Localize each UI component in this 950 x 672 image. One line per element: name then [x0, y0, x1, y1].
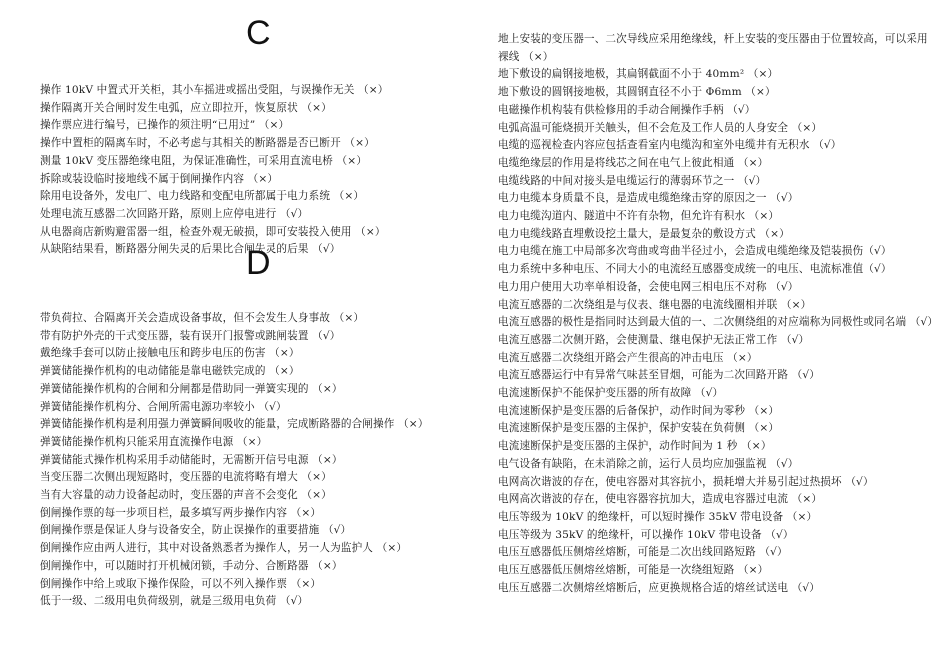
statement-line: 电压互感器二次侧熔丝熔断后，应更换规格合适的熔丝试送电 （√） [498, 581, 820, 594]
statement-line: 电压等级为 35kV 的绝缘杆，可以操作 10kV 带电设备 （√） [498, 528, 794, 541]
statement-line: 当变压器二次侧出现短路时，变压器的电流将略有增大 （×） [40, 471, 332, 484]
statement-line: 测量 10kV 变压器绝缘电阻，为保证准确性，可采用直流电桥 （×） [40, 154, 368, 167]
statement-line: 倒闸操作中，可以随时打开机械闭锁，手动分、合断路器 （×） [40, 559, 343, 572]
statement-line: 电流速断保护是变压器的后备保护，动作时间为零秒 （×） [498, 404, 780, 417]
statement-line: 电力系统中多种电压、不同大小的电流经互感器变成统一的电压、电流标准值（√） [498, 263, 892, 276]
statement-line: 电力用户使用大功率单相设备，会使电网三相电压不对称 （√） [498, 280, 799, 293]
statement-line: 地下敷设的圆钢接地极，其圆钢直径不小于 Φ6mm （×） [498, 86, 776, 99]
statement-line: 电压等级为 10kV 的绝缘杆，可以短时操作 35kV 带电设备 （×） [498, 510, 818, 523]
left-column-c-section [40, 82, 480, 259]
statement-line: 处理电流互感器二次回路开路，原则上应停电进行 （√） [40, 207, 309, 220]
statement-line: 弹簧储能操作机构的合闸和分闸都是借助同一弹簧实现的 （×） [40, 382, 343, 395]
statement-line: 电流速断保护不能保护变压器的所有故障 （√） [498, 387, 724, 400]
statement-line: 电力电缆在施工中局部多次弯曲或弯曲半径过小，会造成电缆绝缘及铠装损伤（√） [498, 245, 892, 258]
statement-line: 电网高次谐波的存在，使电容器对其容抗小，损耗增大并易引起过热损坏 （√） [498, 475, 874, 488]
statement-line: 电缆的巡视检查内容应包括查看室内电缆沟和室外电缆井有无积水 （√） [498, 139, 842, 152]
statement-line: 戴绝缘手套可以防止接触电压和跨步电压的伤害 （×） [40, 347, 300, 360]
statement-line: 操作中置柜的隔离车时，不必考虑与其相关的断路器是否已断开 （×） [40, 137, 375, 150]
section-heading-c: C [246, 14, 271, 52]
statement-line: 电气设备有缺陷，在未消除之前，运行人员均应加强监视 （√） [498, 457, 799, 470]
statement-line: 从电器商店新购避雷器一组，检查外观无破损，即可安装投入使用 （×） [40, 225, 386, 238]
right-column [498, 31, 938, 598]
statement-line: 带有防护外壳的干式变压器，装有误开门报警或跳闸装置 （√） [40, 329, 341, 342]
statement-line: 电流互感器的二次绕组是与仪表、继电器的电流线圈相并联 （×） [498, 298, 812, 311]
statement-line: 倒闸操作中给上或取下操作保险，可以不列入操作票 （×） [40, 577, 322, 590]
statement-line: 电力电缆沟道内、隧道中不许有杂物，但允许有积水 （×） [498, 210, 780, 223]
statement-line: 电压互感器低压侧熔丝熔断，可能是二次出线回路短路 （√） [498, 546, 788, 559]
statement-line: 电弧高温可能烧损开关触头，但不会危及工作人员的人身安全 （×） [498, 121, 823, 134]
statement-line: 电流互感器运行中有异常气味甚至冒烟，可能为二次回路开路 （√） [498, 369, 820, 382]
statement-line: 弹簧储能操作机构只能采用直流操作电源 （×） [40, 435, 268, 448]
left-column-d-section [40, 310, 480, 611]
statement-line: 拆除或装设临时接地线不属于倒闸操作内容 （×） [40, 172, 279, 185]
statement-line: 电力电缆本身质量不良，是造成电缆绝缘击穿的原因之一 （√） [498, 192, 799, 205]
statement-line: 电压互感器低压侧熔丝熔断，可能是一次绕组短路 （×） [498, 564, 769, 577]
statement-line: 地下敷设的扁钢接地极，其扁钢截面不小于 40mm² （×） [498, 68, 779, 81]
statement-line: 电流互感器二次侧开路，会使测量、继电保护无法正常工作 （√） [498, 333, 810, 346]
statement-line: 操作票应进行编号，已操作的须注明“已用过” （×） [40, 119, 290, 132]
statement-line: 电流速断保护是变压器的主保护，动作时间为 1 秒 （×） [498, 440, 772, 453]
statement-line: 当有大容量的动力设备起动时，变压器的声音不会变化 （×） [40, 489, 332, 502]
statement-line: 操作隔离开关合闸时发生电弧，应立即拉开，恢复原状 （×） [40, 101, 332, 114]
statement-line: 电磁操作机构装有供检修用的手动合闸操作手柄 （√） [498, 103, 756, 116]
statement-line: 弹簧储能操作机构的电动储能是靠电磁铁完成的 （×） [40, 365, 300, 378]
statement-line: 电缆线路的中间对接头是电缆运行的薄弱环节之一 （√） [498, 174, 767, 187]
statement-line: 弹簧储能操作机构是利用强力弹簧瞬间吸收的能量，完成断路器的合闸操作 （×） [40, 418, 429, 431]
statement-line: 电流互感器二次绕组开路会产生很高的冲击电压 （×） [498, 351, 758, 364]
statement-line: 弹簧储能式操作机构采用手动储能时，无需断开信号电源 （×） [40, 453, 343, 466]
section-heading-d: D [246, 244, 271, 282]
statement-line: 带负荷拉、合隔离开关会造成设备事故，但不会发生人身事故 （×） [40, 312, 365, 324]
statement-line: 倒闸操作票的每一步项目栏，最多填写两步操作内容 （×） [40, 506, 322, 519]
statement-line: 倒闸操作票是保证人身与设备安全，防止误操作的重要措施 （√） [40, 524, 352, 537]
statement-line: 地上安装的变压器一、二次导线应采用绝缘线，杆上安装的变压器由于位置较高，可以采用裸线 （×） [498, 33, 928, 63]
statement-line: 电流互感器的极性是指同时达到最大值的一、二次侧绕组的对应端称为同极性或同名端 （√） [498, 316, 939, 329]
statement-line: 电网高次谐波的存在，使电容器容抗加大，造成电容器过电流 （×） [498, 493, 823, 506]
statement-line: 电力电缆线路直埋敷设挖土量大，是最复杂的敷设方式 （×） [498, 227, 790, 240]
statement-line: 从缺陷结果看，断路器分闸失灵的后果比合闸失灵的后果 （√） [40, 243, 341, 256]
statement-line: 弹簧储能操作机构分、合闸所需电源功率较小 （√） [40, 400, 287, 413]
statement-line: 除用电设备外，发电厂、电力线路和变配电所都属于电力系统 （×） [40, 190, 365, 203]
statement-line: 低于一级、二级用电负荷级别，就是三级用电负荷 （√） [40, 595, 309, 608]
statement-line: 电缆绝缘层的作用是将线芯之间在电气上彼此相通 （×） [498, 156, 769, 169]
statement-line: 操作 10kV 中置式开关柜，其小车摇进或摇出受阻，与误操作无关 （×） [40, 84, 389, 96]
statement-line: 倒闸操作应由两人进行，其中对设备熟悉者为操作人，另一人为监护人 （×） [40, 542, 408, 555]
statement-line: 电流速断保护是变压器的主保护，保护安装在负荷侧 （×） [498, 422, 780, 435]
